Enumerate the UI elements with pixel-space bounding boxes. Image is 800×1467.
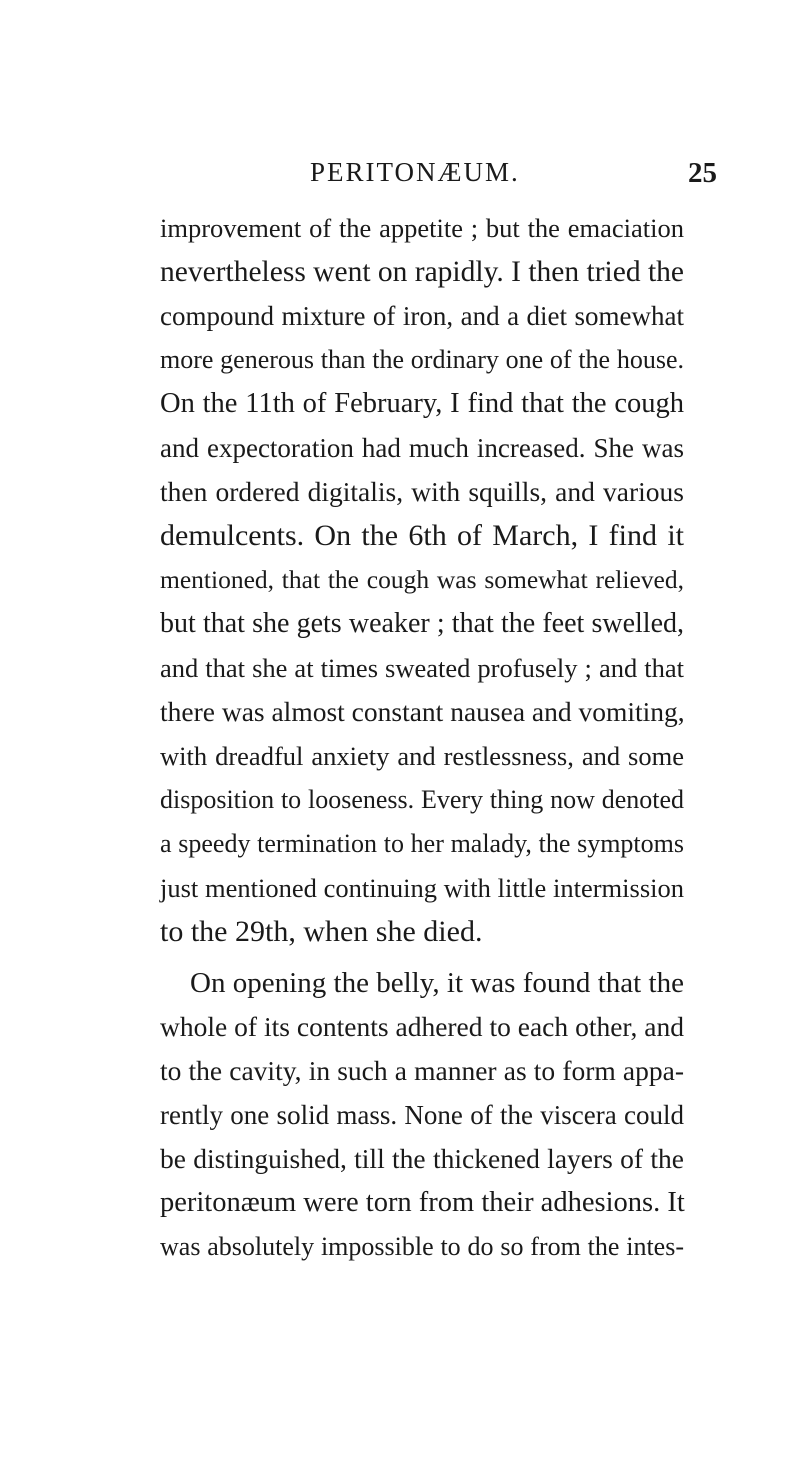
running-title: PERITONÆUM. <box>310 157 520 187</box>
text-line: compound mixture of iron, and a diet somewhat <box>160 301 684 331</box>
text-line: be distinguished, till the thickened layers of the <box>160 1143 684 1174</box>
text-line: then ordered digitalis, with squills, and various <box>160 476 684 507</box>
text-line: improvement of the appetite ; but the emaciation <box>160 213 684 243</box>
text-line: a speedy termination to her malady, the symptoms <box>160 829 684 858</box>
text-line: there was almost constant nausea and vomiting, <box>160 696 685 727</box>
text-line: demulcents. On the 6th of March, I find it <box>160 519 684 552</box>
running-head <box>0 157 800 193</box>
text-line: and that she at times sweated profusely ; and that <box>160 653 684 683</box>
text-line: to the 29th, when she died. <box>160 915 483 948</box>
text-line: whole of its contents adhered to each other, and <box>160 1011 684 1042</box>
text-line: disposition to looseness. Every thing now denoted <box>160 785 684 814</box>
text-line: peritonæum were torn from their adhesions. It <box>160 1187 685 1218</box>
text-line: On opening the belly, it was found that the <box>190 967 684 999</box>
text-line: was absolutely impossible to do so from the intes- <box>160 1232 684 1261</box>
text-line: to the cavity, in such a manner as to form appa- <box>160 1055 684 1086</box>
text-line: more generous than the ordinary one of the house. <box>160 345 684 374</box>
text-line: just mentioned continuing with little intermission <box>160 873 684 903</box>
text-line: On the 11th of February, I find that the cough <box>160 388 684 419</box>
text-line: but that she gets weaker ; that the feet swelled, <box>160 608 684 639</box>
text-line: mentioned, that the cough was somewhat relieved, <box>160 565 684 594</box>
text-line: with dreadful anxiety and restlessness, and some <box>160 741 684 771</box>
text-line: nevertheless went on rapidly. I then tried the <box>160 256 684 288</box>
text-line: rently one solid mass. None of the viscera could <box>160 1100 684 1130</box>
text-line: and expectoration had much increased. She was <box>160 433 684 463</box>
page-number: 25 <box>688 157 717 189</box>
